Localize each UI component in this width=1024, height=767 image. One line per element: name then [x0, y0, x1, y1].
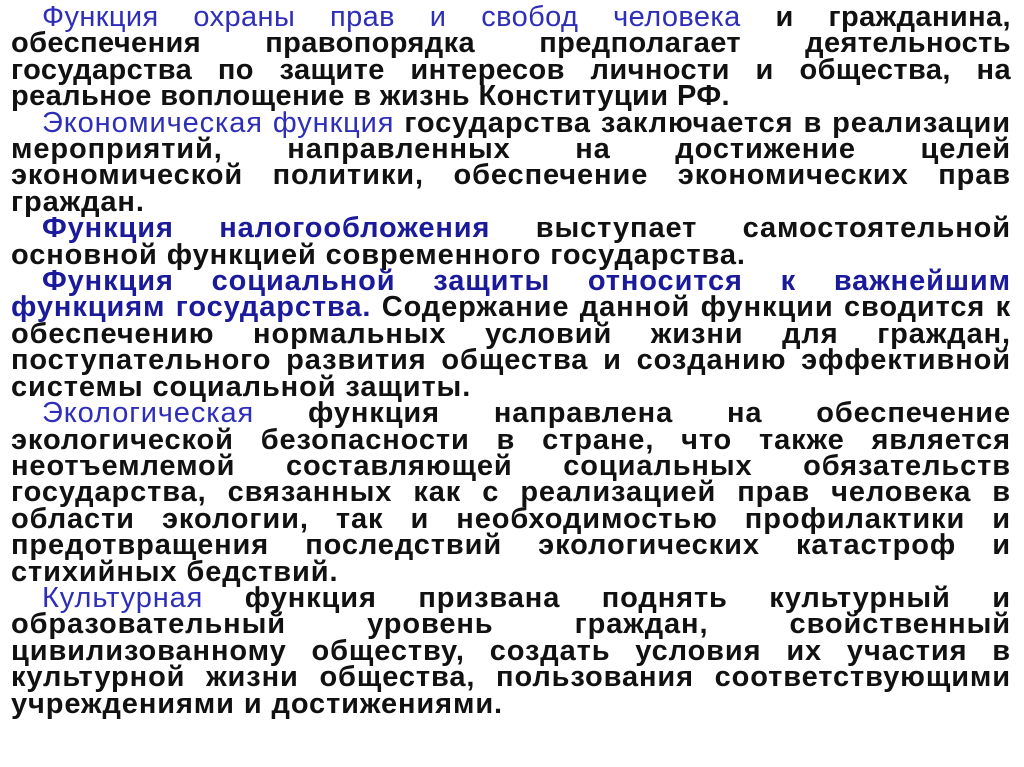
paragraph-cultural-function [11, 581, 1011, 720]
term-social-function: Функция социальной защиты относится к важнейшим функциям государства. [11, 265, 1011, 324]
text-cultural-function: функция призвана поднять культурный и образовательный уровень граждан, свойственный цивилизованному обществу, создать условия их участия в культурной жизни общества, пользования соответствующими учреждениями и достижениями. [11, 581, 1011, 720]
term-cultural-function: Культурная [42, 581, 204, 614]
text-social-function: Содержание данной функции сводится к обеспечению нормальных условий жизни для граждан, поступательного развития общества и созданию эффективной системы социальной защиты. [11, 291, 1011, 403]
text-taxation-function: выступает самостоятельной основной функцией современного государства. [11, 212, 1011, 271]
text-economic-function: государства заключается в реализации мероприятий, направленных на достижение целей экономической политики, обеспечение экономических прав граждан. [11, 106, 1011, 218]
paragraph-ecological-function [11, 397, 1011, 588]
term-taxation-function: Функция налогообложения [42, 212, 491, 245]
paragraph-social-function [11, 265, 1011, 403]
term-human-rights-function: Функция охраны прав и свобод человека [42, 1, 741, 33]
text-human-rights-function: и гражданина, обеспечения правопорядка предполагает деятельность государства по защите интересов личности и общества, на реальное воплощение в жизнь Конституции РФ. [11, 1, 1011, 113]
term-economic-function: Экономическая функция [42, 106, 395, 139]
paragraph-human-rights-function [11, 1, 1011, 113]
text-ecological-function: функция направлена на обеспечение экологической безопасности в стране, что также является неотъемлемой составляющей социальных обязательств государства, связанных как с реализацией прав человека в области экологии, так и необходимостью профилактики и предотвращения последствий экологических катастроф и стихийных бедствий. [11, 397, 1011, 588]
term-ecological-function: Экологическая [42, 397, 255, 430]
paragraph-economic-function [11, 106, 1011, 218]
paragraph-taxation-function [11, 212, 1011, 271]
